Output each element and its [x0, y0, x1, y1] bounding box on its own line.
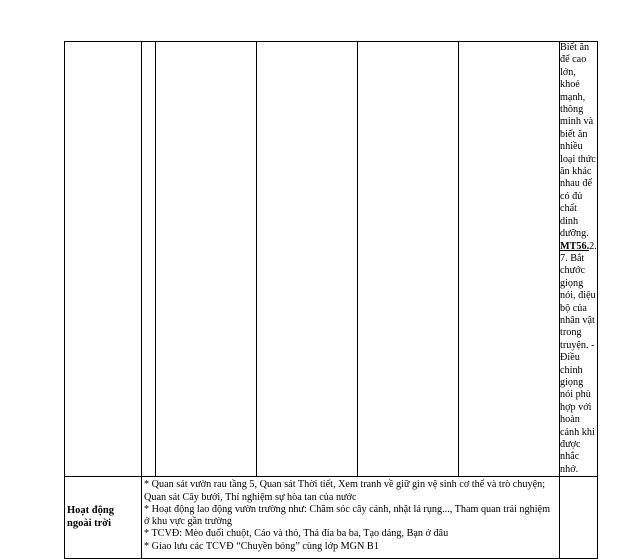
objective-code: MT56. [560, 240, 590, 252]
table-cell [65, 42, 142, 477]
table-cell [142, 42, 156, 477]
list-item: * TCVĐ: Mèo đuổi chuột, Cáo và thỏ, Thả đỉa ba ba, Tạo dáng, Bạn ở đâu [144, 528, 449, 540]
list-item: * Hoạt động lao động vườn trường như: Chăm sóc cây cảnh, nhặt lá rụng..., Tham quan trải nghiệm ở khu vực gần trường [144, 503, 550, 528]
table-cell [257, 42, 358, 477]
list-item: * Giao lưu các TCVĐ “Chuyền bóng” cùng lớp MGN B1 [144, 540, 379, 552]
table-cell [358, 42, 459, 477]
outdoor-activity-label: Hoạt động ngoài trời [65, 477, 142, 559]
lesson-plan-table [64, 41, 598, 559]
table-cell [156, 42, 257, 477]
table-row [65, 477, 598, 559]
table-row [65, 42, 598, 477]
objective-note-continued: 2.7. Bắt chước giọng nói, điệu bộ của nhân vật trong truyện. - Điều chỉnh giọng nói phù hợp với hoàn cảnh khi được nhắc nhở. [560, 240, 597, 475]
table-cell [459, 42, 560, 477]
list-item: * Quan sát vườn rau tầng 5, Quan sát Thời tiết, Xem tranh về giữ gìn vệ sinh cơ thể và trò chuyện; Quan sát Cây bưởi, Thí nghiệm sự hòa tan của nước [144, 479, 546, 503]
table-cell [560, 477, 598, 559]
outdoor-activity-list [142, 477, 560, 559]
objective-note-cell [560, 42, 598, 477]
objective-note-text: Biết ăn để cao lớn, khoẻ mạnh, thông minh và biết ăn nhiều loại thức ăn khác nhau để có đủ chất dinh dưỡng. [560, 42, 596, 240]
